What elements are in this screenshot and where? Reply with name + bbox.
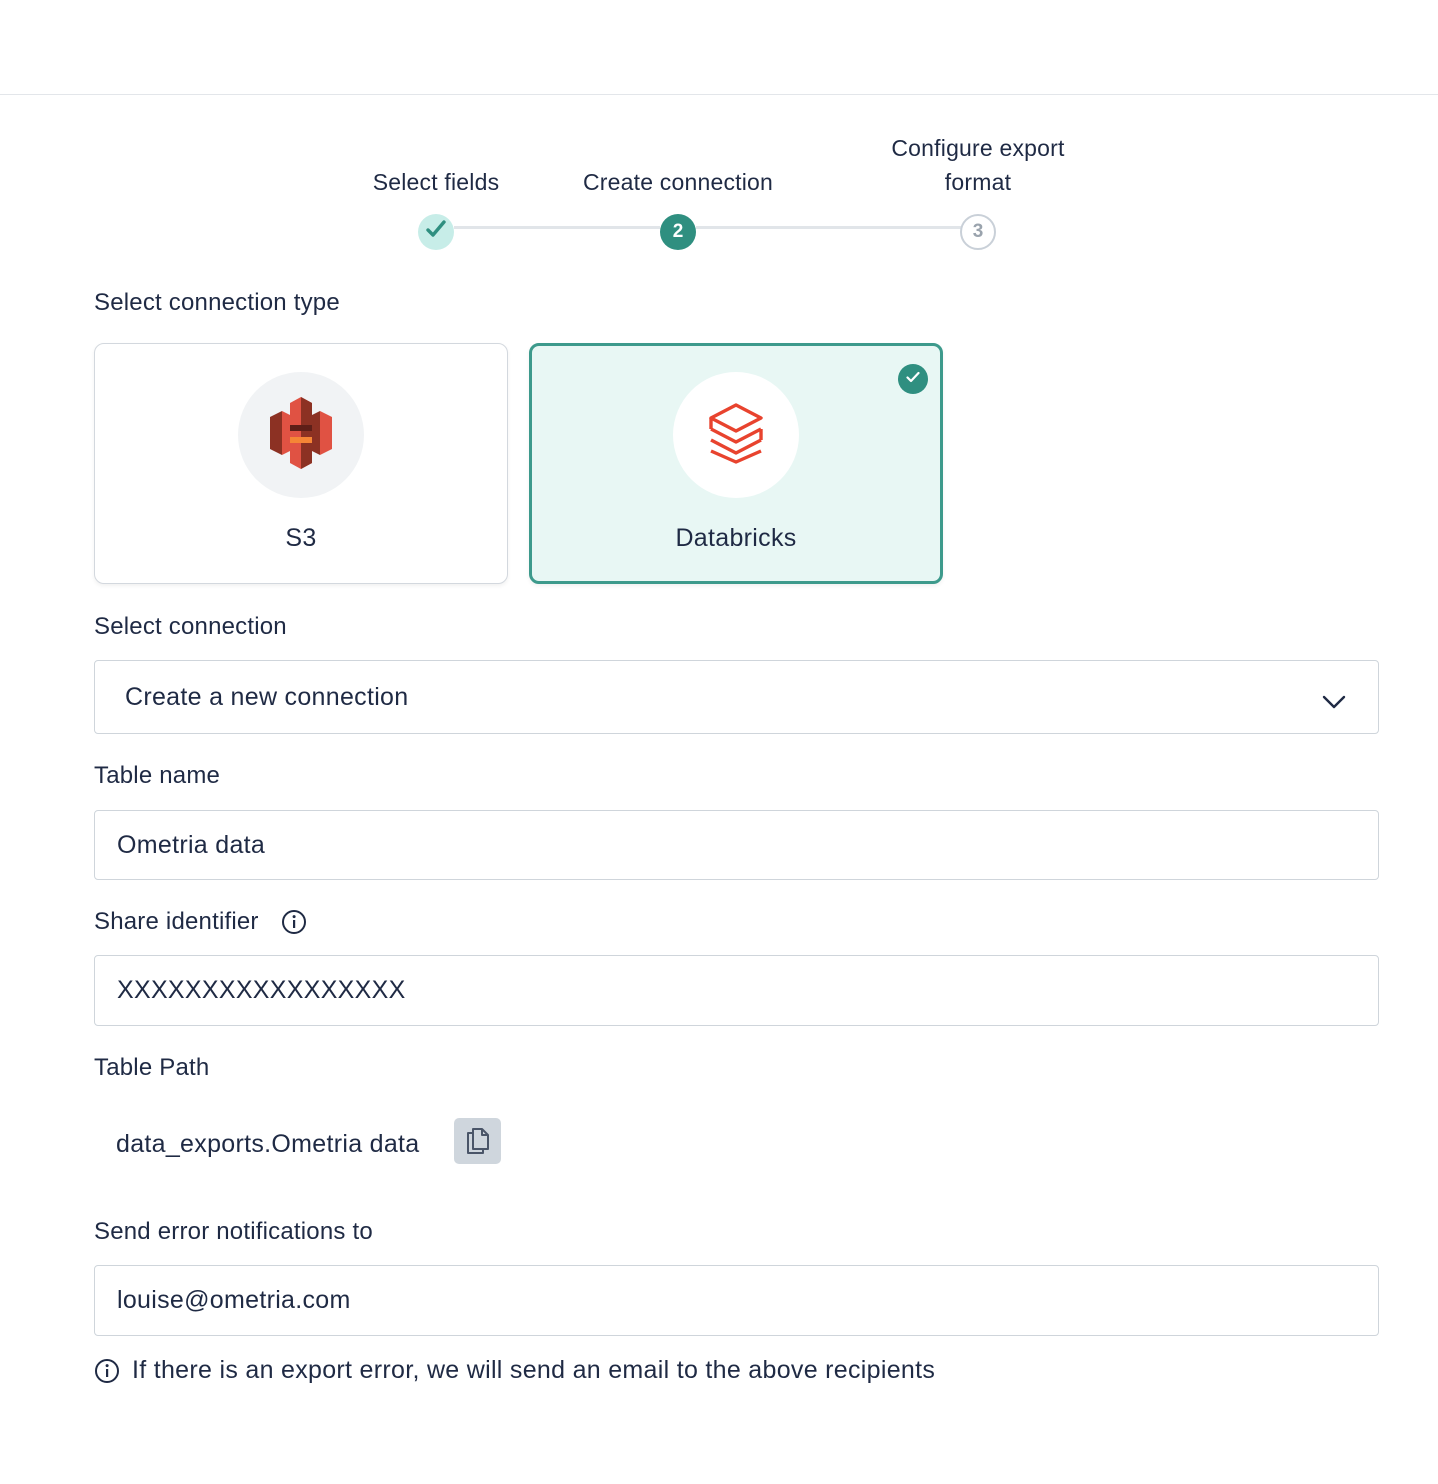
share-identifier-label-row — [94, 908, 307, 936]
s3-label: S3 — [285, 524, 317, 552]
step-connector — [696, 226, 962, 229]
step-1-completed[interactable] — [418, 214, 454, 250]
progress-stepper — [0, 0, 1438, 260]
notifications-helper-text: If there is an export error, we will send an email to the above recipients — [132, 1356, 936, 1384]
connection-select[interactable] — [94, 660, 1379, 734]
table-name-label: Table name — [94, 762, 221, 789]
notifications-email-input[interactable] — [94, 1265, 1379, 1336]
table-path-value: data_exports.Ometria data — [116, 1130, 420, 1158]
connection-card-s3[interactable] — [94, 343, 508, 584]
copy-icon — [464, 1124, 492, 1159]
notifications-email-value: louise@ometria.com — [117, 1286, 351, 1314]
share-identifier-input[interactable] — [94, 955, 1379, 1026]
table-name-input[interactable] — [94, 810, 1379, 880]
step-connector — [454, 226, 660, 229]
info-icon — [94, 1358, 120, 1384]
databricks-logo-wrapper — [673, 372, 799, 498]
select-connection-label: Select connection — [94, 613, 287, 640]
step-label-select-fields: Select fields — [372, 169, 500, 195]
selected-check-badge — [898, 364, 928, 394]
databricks-label: Databricks — [675, 524, 797, 552]
connection-card-databricks[interactable] — [529, 343, 943, 584]
databricks-logo-icon — [706, 402, 766, 469]
step-label-configure-export: Configure export format — [891, 135, 1065, 195]
share-identifier-value: XXXXXXXXXXXXXXXXX — [117, 976, 406, 1004]
notifications-label: Send error notifications to — [94, 1218, 373, 1245]
table-name-value: Ometria data — [117, 830, 266, 859]
table-path-label: Table Path — [94, 1054, 210, 1081]
notifications-helper — [94, 1356, 935, 1385]
aws-s3-logo-icon — [270, 397, 332, 474]
step-label-create-connection: Create connection — [582, 169, 774, 195]
connection-select-value: Create a new connection — [125, 682, 409, 711]
step-3-upcoming[interactable]: 3 — [960, 214, 996, 250]
info-icon[interactable] — [281, 909, 307, 935]
share-identifier-label: Share identifier — [94, 908, 259, 935]
check-icon — [906, 370, 920, 388]
step-2-active[interactable]: 2 — [660, 214, 696, 250]
copy-path-button[interactable] — [454, 1118, 501, 1164]
s3-logo-wrapper — [238, 372, 364, 498]
connection-type-label: Select connection type — [94, 289, 340, 316]
check-icon — [426, 220, 446, 244]
chevron-down-icon — [1322, 687, 1346, 716]
